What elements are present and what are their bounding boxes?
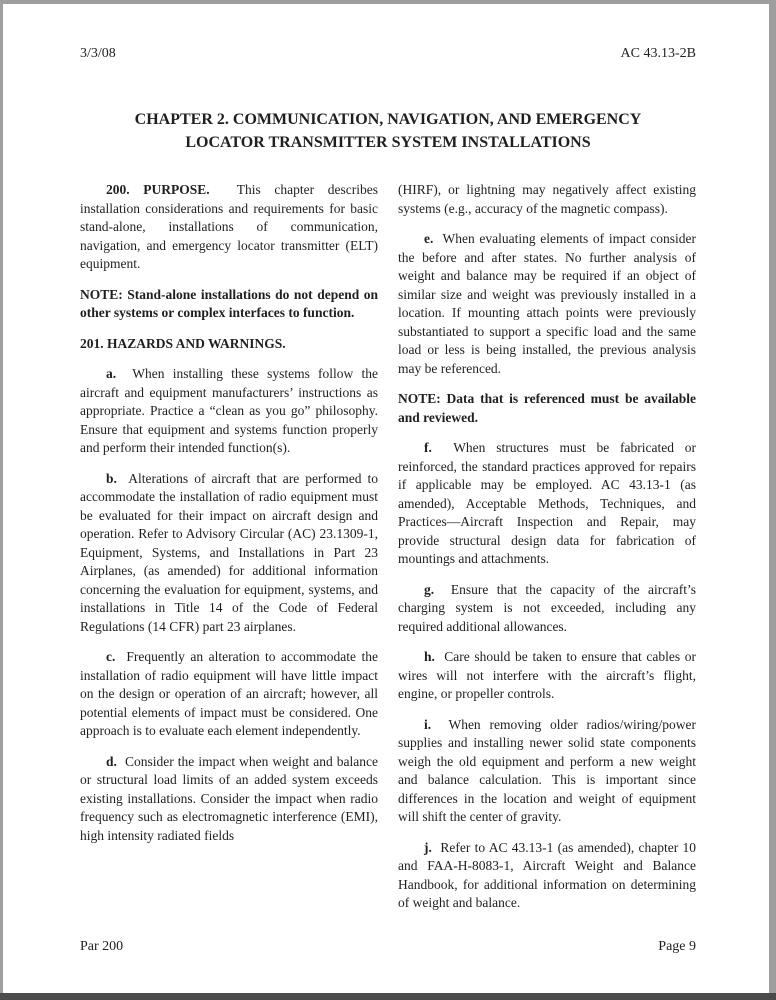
footer-page-number: Page 9	[658, 939, 696, 954]
paragraph	[398, 439, 696, 569]
paragraph	[80, 470, 378, 637]
paragraph-label: g.	[424, 581, 435, 597]
chapter-title-line1: CHAPTER 2. COMMUNICATION, NAVIGATION, AND EMERGENCY	[134, 111, 642, 128]
paragraph-label: e.	[424, 231, 434, 246]
section-heading	[80, 335, 378, 354]
paragraph-text: Frequently an alteration to accommodate the installation of radio equipment will have little impact on the design or operation of an aircraft; however, all potential elements of impact must be considered. One approach is to evaluate each element independently.	[80, 649, 379, 738]
paragraph	[398, 839, 696, 913]
paragraph-label: f.	[424, 440, 432, 455]
paragraph-label: b.	[106, 470, 117, 486]
paragraph-label: j.	[424, 839, 432, 855]
two-column-body	[80, 181, 696, 913]
paragraph-text: When removing older radios/wiring/power supplies and installing newer solid state components weigh the old equipment and perform a new weight and balance calculation. This is important since differences in the location and weight of equipment will shift the center of gravity.	[398, 716, 696, 824]
header-date: 3/3/08	[80, 46, 116, 61]
paragraph	[398, 581, 696, 637]
paragraph-text: NOTE: Stand-alone installations do not depend on other systems or complex interfaces to function.	[80, 286, 378, 320]
paragraph-text: 201. HAZARDS AND WARNINGS.	[80, 335, 286, 351]
paragraph-text: Ensure that the capacity of the aircraft’s charging system is not exceeded, including any required additional allowances.	[398, 581, 697, 634]
paragraph-text: Alterations of aircraft that are performed to accommodate the installation of radio equipment must be evaluated for their impact on aircraft design and operation. Refer to Advisory Circular (AC) 23.1309-1, Equipment, Systems, and Installations in Part 23 Airplanes, (as amended) for additional information concerning the evaluation for equipment, systems, and installations in Title 14 of the Code of Federal Regulations (14 CFR) part 23 airplanes.	[80, 470, 378, 634]
page-footer	[80, 939, 696, 955]
paragraph	[80, 648, 378, 741]
paragraph-text: Refer to AC 43.13-1 (as amended), chapter 10 and FAA-H-8083-1, Aircraft Weight and Balance Handbook, for additional information on determining of weight and balance.	[398, 839, 697, 910]
paragraph	[398, 230, 696, 378]
chapter-title	[80, 108, 696, 154]
paragraph-text: When installing these systems follow the aircraft and equipment manufacturers’ instructions as appropriate. Practice a “clean as you go” philosophy. Ensure that equipment and systems function properly and perform their intended function(s).	[80, 366, 378, 455]
page-header	[80, 45, 696, 62]
paragraph-label: a.	[106, 366, 117, 381]
page-edge-shadow	[0, 993, 776, 1000]
paragraph	[398, 648, 696, 704]
document-page	[3, 4, 769, 993]
paragraph-label: d.	[106, 753, 117, 769]
paragraph-continuation	[398, 181, 696, 218]
paragraph	[80, 365, 378, 458]
note-block	[80, 286, 378, 323]
footer-paragraph-ref: Par 200	[80, 939, 124, 954]
right-column	[398, 181, 696, 913]
paragraph-text: Care should be taken to ensure that cables or wires will not interfere with the aircraft’s flight, engine, or propeller controls.	[398, 649, 697, 701]
paragraph	[398, 716, 696, 827]
paragraph-text: When structures must be fabricated or reinforced, the standard practices approved for repairs if applicable may be employed. AC 43.13-1 (as amended), Acceptable Methods, Techniques, and Practices—Aircraft Inspection and Repair, may provide structural design data for fabrication of mountings and attachments.	[398, 440, 696, 566]
paragraph-text: Consider the impact when weight and balance or structural load limits of an added system exceeds existing installations. Consider the impact when radio frequency such as electromagnetic interference (EMI), high intensity radiated fields	[80, 753, 378, 843]
left-column	[80, 181, 378, 913]
header-doc-number: AC 43.13-2B	[620, 46, 696, 61]
paragraph-text: This chapter describes installation considerations and requirements for basic stand-alone, installations of communication, navigation, and emergency locator transmitter (ELT) equipment.	[80, 182, 378, 271]
paragraph-text: When evaluating elements of impact consider the before and after states. No further analysis of weight and balance may be required if an object of similar size and weight was previously installed in a location. If mounting attach points were previously substantiated to support a specific load and the same load or less is being installed, the previous analysis may be referenced.	[398, 231, 696, 376]
paragraph-label: 200. PURPOSE.	[106, 182, 210, 197]
paragraph-label: c.	[106, 649, 116, 664]
paragraph-label: h.	[424, 649, 435, 664]
paragraph-text: NOTE: Data that is referenced must be available and reviewed.	[398, 391, 696, 425]
note-block	[398, 390, 696, 427]
paragraph-text: (HIRF), or lightning may negatively affect existing systems (e.g., accuracy of the magnetic compass).	[398, 182, 696, 216]
paragraph	[80, 753, 378, 846]
paragraph	[80, 181, 378, 274]
paragraph-label: i.	[424, 716, 432, 732]
chapter-title-line2: LOCATOR TRANSMITTER SYSTEM INSTALLATIONS	[185, 134, 591, 151]
